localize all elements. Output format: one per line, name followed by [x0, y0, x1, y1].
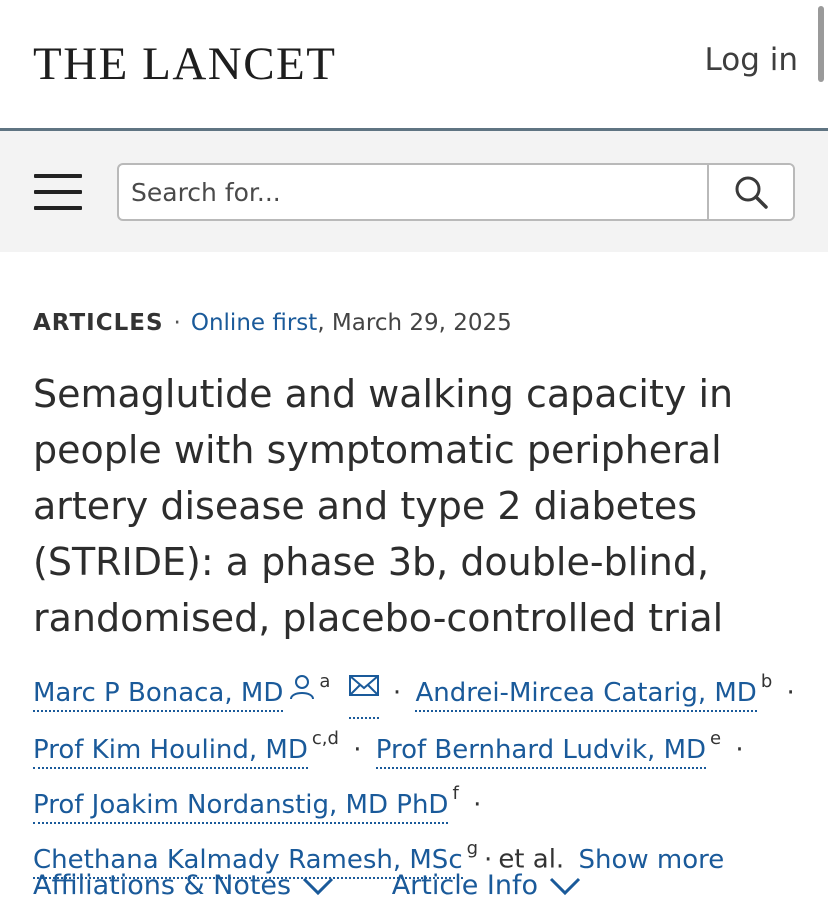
scrollbar[interactable] — [818, 6, 824, 82]
tab-label: Affiliations & Notes — [33, 870, 292, 901]
author-link[interactable]: Andrei-Mircea Catarig, MD — [415, 678, 756, 712]
chevron-down-icon — [301, 876, 335, 896]
search-icon — [733, 174, 769, 210]
author-link[interactable]: Prof Bernhard Ludvik, MD — [376, 735, 706, 769]
article-meta — [33, 310, 512, 336]
site-header — [0, 0, 828, 131]
author-separator: · — [353, 734, 362, 765]
search-input[interactable] — [119, 165, 735, 219]
publication-date: , March 29, 2025 — [317, 310, 512, 336]
affiliation-marker: a — [319, 671, 331, 692]
meta-separator: · — [173, 310, 181, 336]
person-icon[interactable] — [289, 669, 315, 717]
affiliation-marker: e — [710, 727, 722, 749]
chevron-down-icon — [548, 876, 582, 896]
article-title: Semaglutide and walking capacity in people with symptomatic peripheral artery disease and type 2 diabetes (STRIDE): a phase 3b, double-blind, randomised, placebo-controlled trial — [33, 372, 734, 640]
show-more-link[interactable]: Show more — [578, 844, 725, 875]
author-separator: · — [392, 677, 402, 708]
author-separator: · — [473, 789, 482, 820]
et-al-text: et al. — [498, 844, 565, 875]
search-button[interactable] — [707, 165, 793, 219]
author-separator: · — [484, 844, 493, 875]
author-link[interactable]: Prof Kim Houlind, MD — [33, 735, 308, 769]
article-info-tabs — [33, 870, 582, 901]
author-list — [33, 662, 803, 884]
login-link[interactable]: Log in — [704, 42, 798, 78]
article-info-toggle[interactable] — [392, 870, 582, 901]
affiliations-notes-toggle[interactable] — [33, 870, 335, 901]
site-logo[interactable]: THE LANCET — [33, 38, 337, 90]
author-separator: · — [735, 734, 744, 765]
author-link[interactable]: Prof Joakim Nordanstig, MD PhD — [33, 790, 448, 824]
affiliation-marker: b — [760, 671, 773, 692]
online-first-link[interactable]: Online first — [190, 310, 318, 336]
affiliation-marker: g — [466, 838, 479, 860]
hamburger-menu-icon[interactable] — [34, 174, 82, 210]
search-box — [117, 163, 795, 221]
article-section: ARTICLES — [33, 310, 164, 336]
affiliation-marker: f — [452, 783, 459, 805]
email-icon[interactable] — [349, 667, 379, 719]
author-separator: · — [786, 677, 795, 708]
author-link[interactable]: Marc P Bonaca, MD — [33, 678, 283, 712]
tab-label: Article Info — [391, 870, 539, 901]
affiliation-marker: c,d — [311, 727, 339, 749]
author-link[interactable]: Chethana Kalmady Ramesh, MSc — [33, 845, 463, 879]
